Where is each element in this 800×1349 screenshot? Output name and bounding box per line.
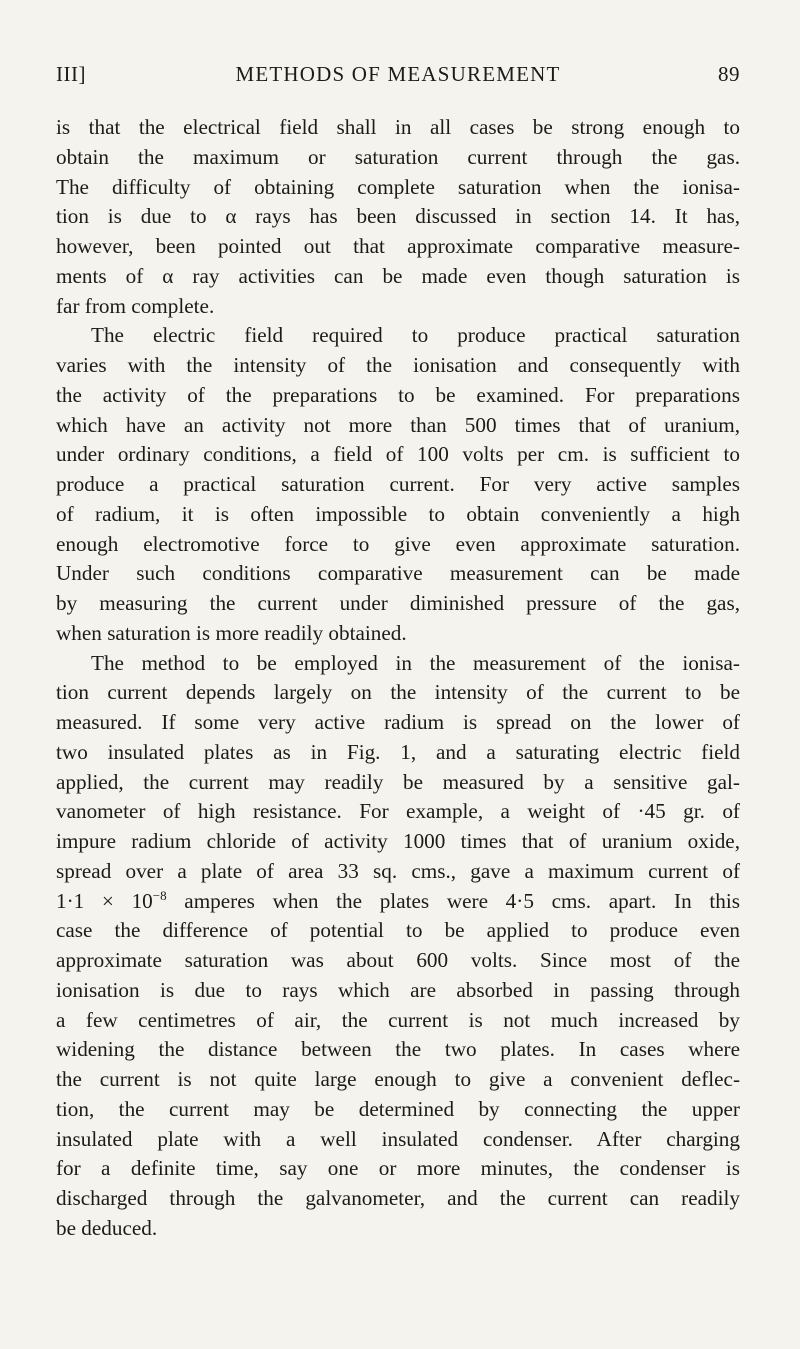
text-line: produce a practical saturation current. For very active samples [56, 472, 740, 496]
running-title: METHODS OF MEASUREMENT [235, 62, 561, 86]
text-line: enough electromotive force to give even approximate saturation. [56, 531, 740, 556]
page-number: 89 [718, 62, 740, 86]
text-line: is that the electrical field shall in all cases be strong enough to [56, 115, 740, 139]
text-line: case the difference of potential to be applied to produce even [56, 918, 740, 943]
text-line: vanometer of high resistance. For example, a weight of ·45 gr. of [56, 799, 740, 824]
text-line: obtain the maximum or saturation current through the gas. [56, 144, 740, 169]
text-line: when saturation is more readily obtained. [56, 620, 407, 645]
text-line: for a definite time, say one or more minutes, the condenser is [56, 1156, 740, 1181]
text-line: The difficulty of obtaining complete saturation when the ionisa- [56, 174, 740, 199]
text-line: by measuring the current under diminished pressure of the gas, [56, 591, 740, 615]
text-line: ments of α ray activities can be made even though saturation is [56, 263, 740, 288]
text-line: varies with the intensity of the ionisation and consequently with [56, 353, 740, 377]
text-line: two insulated plates as in Fig. 1, and a saturating electric field [56, 739, 740, 764]
text-line: which have an activity not more than 500 times that of uranium, [56, 412, 740, 437]
running-header [56, 62, 740, 102]
paragraph-3 [56, 649, 740, 1244]
text-line: under ordinary conditions, a field of 100 volts per cm. is sufficient to [56, 442, 740, 467]
text-line: applied, the current may readily be measured by a sensitive gal- [56, 769, 740, 794]
body-text [56, 113, 740, 1244]
text-line: tion current depends largely on the intensity of the current to be [56, 680, 740, 705]
text-line: the current is not quite large enough to give a convenient deflec- [56, 1067, 740, 1091]
text-line: ionisation is due to rays which are absorbed in passing through [56, 977, 740, 1002]
text-line: The electric field required to produce practical saturation [91, 323, 740, 348]
chapter-number: III] [56, 62, 86, 86]
text-line: spread over a plate of area 33 sq. cms., gave a maximum current of [56, 858, 740, 883]
text-line: insulated plate with a well insulated condenser. After charging [56, 1126, 740, 1151]
text-line: the activity of the preparations to be examined. For preparations [56, 382, 740, 407]
formula-line-remainder: amperes when the plates were 4·5 cms. apart. In this [166, 888, 740, 913]
text-line: tion, the current may be determined by connecting the upper [56, 1096, 740, 1121]
text-line: impure radium chloride of activity 1000 times that of uranium oxide, [56, 829, 740, 853]
text-line: however, been pointed out that approximate comparative measure- [56, 234, 740, 258]
paragraph-2 [56, 321, 740, 648]
formula-text-line [56, 887, 740, 917]
text-line: discharged through the galvanometer, and the current can readily [56, 1186, 740, 1210]
exponent-superscript: −8 [152, 887, 167, 903]
text-line: a few centimetres of air, the current is not much increased by [56, 1007, 740, 1032]
text-line: of radium, it is often impossible to obtain conveniently a high [56, 501, 740, 526]
text-line: far from complete. [56, 293, 215, 318]
text-line: The method to be employed in the measurement of the ionisa- [91, 650, 740, 675]
text-line: approximate saturation was about 600 volts. Since most of the [56, 948, 740, 972]
text-line: tion is due to α rays has been discussed in section 14. It has, [56, 204, 740, 229]
text-line: widening the distance between the two plates. In cases where [56, 1037, 740, 1062]
text-line: Under such conditions comparative measurement can be made [56, 561, 740, 586]
text-line: be deduced. [56, 1215, 158, 1240]
paragraph-1 [56, 113, 740, 321]
text-line: measured. If some very active radium is spread on the lower of [56, 710, 740, 734]
current-coefficient: 1·1 × 10 [56, 888, 153, 913]
